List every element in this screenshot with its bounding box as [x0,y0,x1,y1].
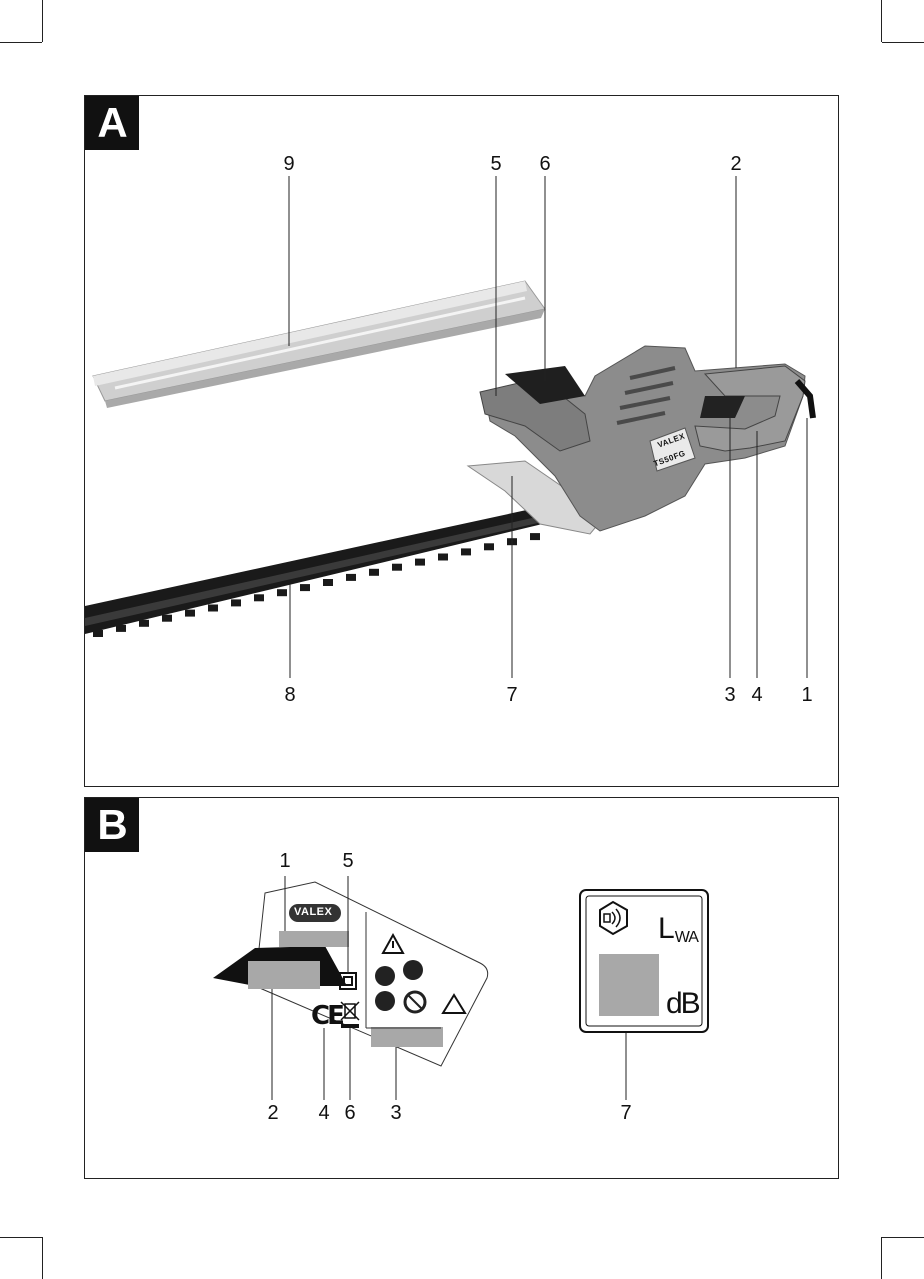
panel-b-badge: B [85,798,139,852]
figure-panel-a [84,95,839,787]
callout-1: 1 [279,850,291,872]
blade-tooth [392,564,402,571]
blade-tooth [185,610,195,617]
crop-mark [0,1237,42,1238]
lwa-symbol [658,912,698,947]
callout-8: 8 [284,684,296,706]
noise-value-placeholder [599,954,659,1016]
lwa-subscript: WA [674,929,698,946]
blade-tooth [254,594,264,601]
crop-mark [0,42,42,43]
blade-tooth [139,620,149,627]
panel-a-badge: A [85,96,139,150]
callout-6: 6 [344,1102,356,1124]
cutting-blade [85,506,555,634]
blade-tooth [415,559,425,566]
callout-2: 2 [267,1102,279,1124]
callout-9: 9 [283,153,295,175]
callout-1: 1 [801,684,813,706]
callout-4: 4 [751,684,763,706]
blade-tooth [530,533,540,540]
blade-tooth [346,574,356,581]
blade-tooth [162,615,172,622]
callout-4: 4 [318,1102,330,1124]
tool-model-label: TS50FG [652,448,687,469]
rating-label-brand: VALEX [294,906,333,918]
hedge-trimmer-illustration [85,96,838,786]
rating-label-illustration [85,798,838,1178]
crop-mark [882,42,924,43]
callout-7: 7 [506,684,518,706]
db-unit: dB [666,987,699,1020]
blade-tooth [208,605,218,612]
label-field-3 [371,1027,443,1047]
blade-tooth [300,584,310,591]
ce-mark: CE [311,1001,342,1031]
blade-tooth [116,625,126,632]
blade-teeth [93,533,540,637]
callout-5: 5 [490,153,502,175]
blade-tooth [277,589,287,596]
crop-mark [42,1237,43,1279]
blade-tooth [369,569,379,576]
tool-brand-label: VALEX [656,431,687,450]
blade-tooth [484,543,494,550]
callout-2: 2 [730,153,742,175]
blade-tooth [231,599,241,606]
callout-5: 5 [342,850,354,872]
blade-tooth [93,630,103,637]
label-field-1 [279,931,349,947]
callout-3: 3 [724,684,736,706]
blade-guard [93,281,545,408]
callout-7: 7 [620,1102,632,1124]
crop-mark [881,1237,882,1279]
crop-mark [881,0,882,42]
crop-mark [42,0,43,42]
figure-panel-b [84,797,839,1179]
blade-tooth [438,554,448,561]
crop-mark [882,1237,924,1238]
callout-3: 3 [390,1102,402,1124]
blade-tooth [461,548,471,555]
lwa-main: L [658,912,675,945]
label-field-2 [248,961,320,989]
callout-6: 6 [539,153,551,175]
blade-tooth [323,579,333,586]
